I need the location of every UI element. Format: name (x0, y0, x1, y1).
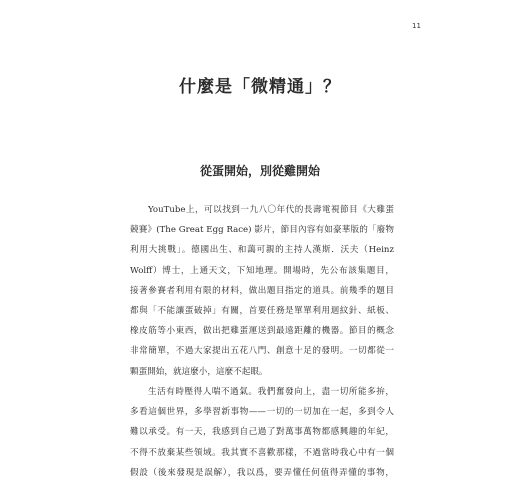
text-line: Wolff）博士，上通天文，下知地理。開場時，先公布該集題目， (130, 265, 394, 276)
text-line: 非常簡單，不過大家提出五花八門、創意十足的發明。一切都從一 (130, 346, 394, 357)
text-line: 競賽》(The Great Egg Race) 影片，節目內容有如豪華版的「廢物 (130, 225, 394, 236)
paragraph-2 (130, 382, 394, 483)
text-line: YouTube上，可以找到一九八〇年代的長壽電視節目《大雞蛋 (148, 205, 394, 215)
text-line: 橡皮筋等小東西，做出把雞蛋運送到最遠距離的機器。節目的概念 (130, 326, 394, 337)
chapter-title: 什麼是「微精通」？ (179, 77, 341, 97)
text-line: 都與「不能讓蛋破掉」有關，首要任務是單單利用迴紋針、紙板、 (130, 305, 394, 316)
text-line: 接著參賽者利用有限的材料，做出題目指定的道具。前幾季的題目 (130, 285, 394, 296)
text-line: 生活有時壓得人喘不過氣。我們奮發向上，盡一切所能多拚， (148, 387, 394, 397)
text-line: 不得不放棄某些領域。我其實不喜歡那樣，不過當時我心中有一個 (130, 447, 394, 458)
text-line: 多看這個世界，多學習新事物——一切的一切加在一起，多到令人 (130, 407, 394, 418)
text-line: 難以承受。有一天，我感到自己過了對萬事萬物都感興趣的年紀， (130, 427, 394, 438)
section-title: 從蛋開始，別從雞開始 (199, 164, 320, 178)
page-number: 11 (412, 22, 421, 30)
text-line: 顆蛋開始，就這麼小，這麼不起眼。 (130, 366, 268, 377)
text-line: 假設（後來發現是誤解），我以爲，要弄懂任何值得弄懂的事物， (130, 467, 394, 478)
paragraph-1 (130, 200, 394, 382)
text-line: 利用大挑戰」。德國出生、和藹可親的主持人漢斯．沃夫（Heinz (130, 245, 394, 256)
